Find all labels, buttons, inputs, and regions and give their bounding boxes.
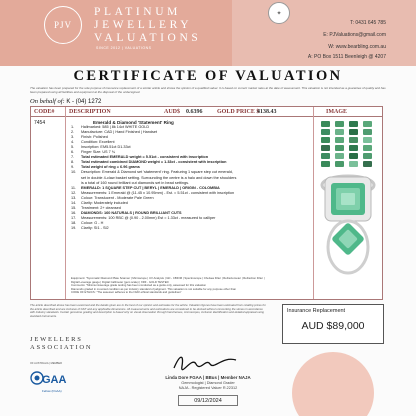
- item-text: Finish: Polished: [81, 135, 108, 140]
- valuation-date: 09/12/2024: [178, 395, 238, 406]
- gem-swatch: [335, 129, 344, 135]
- on-behalf-label: On behalf of:: [30, 98, 65, 105]
- footnote: Equipment: "Sycomatic Diamond Plate Scanner | Microscope | UV Analysis | GD - CBIOM | Spectroscope | Chelsea Filter | Refractometer | Refraction Filter | Digital Leverage gauge | Digital Callimeter (gem scale) | XRF - GOLD TESTED: [71, 276, 265, 284]
- gem-swatch: [349, 137, 358, 143]
- signature: [170, 352, 240, 372]
- certificate-title: CERTIFICATE OF VALUATION: [73, 68, 343, 84]
- item-number: 19.: [71, 225, 77, 230]
- item-number: 1.: [71, 125, 75, 130]
- gem-swatch: [321, 121, 330, 127]
- brand-line-2: JEWELLERY: [94, 19, 193, 31]
- gem-swatch: [321, 129, 330, 135]
- gem-swatch: [321, 145, 330, 151]
- item-text: Measurements: 1 Emerald @ (11.45 x 10.95mm) - Est. = 5.51ct - consistent with inscription: [81, 190, 235, 195]
- signatory-name: Linda Dore FGAA | BBus | Member NAJA: [165, 375, 251, 380]
- item-number: 16.: [71, 210, 77, 215]
- item-text: Condition: Excellent: [81, 140, 115, 145]
- gem-swatch: [363, 161, 372, 167]
- contact-email[interactable]: E: PJValuations@gmail.com: [323, 32, 386, 38]
- item-number: 9.: [71, 165, 75, 170]
- gem-swatch: [335, 121, 344, 127]
- gem-swatch: [321, 161, 330, 167]
- column-divider: [65, 107, 66, 299]
- item-number: 13.: [71, 195, 77, 200]
- brand-line-3: VALUATIONS: [94, 32, 202, 44]
- item-text: Clarity: SI1 - SI2: [81, 225, 109, 230]
- footnote: Comments: "Minimum/average grade testing has been conducted as a guide only, assessed for this valuation: [71, 283, 207, 288]
- item-number: 8.: [71, 160, 75, 165]
- item-text: Inscription: EM5.51ct D1.33ct: [81, 145, 131, 150]
- association-logo: [30, 336, 92, 352]
- gem-swatch: [349, 153, 358, 159]
- item-text: Treatment: 2+ cleansed: [81, 205, 121, 210]
- signatory-title-1: Gemmologist | Diamond Grader: [181, 381, 235, 385]
- item-number: 3.: [71, 135, 75, 140]
- gold-price-value: 4138.43: [257, 108, 277, 115]
- item-number: 11.: [71, 185, 76, 190]
- disclaimer: The article described above has been examined and the details given are to the best of our opinion and estimates for the article. Valuation figures have been estimated from retailing prices for the article described and are inclusive of GST and any applicable dimensions. All measurements and estimations are considered to be derived without unmounting the stones in accordance with industry standards. Certain gemstone grading and description is based only on visual observation through hand lenses, microscopes, inclusion identification and detailed appraisal using standard instruments.: [30, 303, 266, 318]
- aud-rate: 0.6396: [186, 108, 203, 115]
- header-description: DESCRIPTION: [69, 108, 111, 115]
- brand-logo: [44, 6, 82, 44]
- footnote: Diamonds graded in mounted condition as per industry standard of judgment. This valuation is not suitable for any purpose other than: [71, 286, 237, 291]
- item-number: 10.: [71, 170, 77, 175]
- gem-swatch: [363, 145, 372, 151]
- gaa-fellow: Fellow (FGAA): [42, 389, 62, 393]
- gem-swatch: [363, 137, 372, 143]
- item-text: Colour: Translucent - Moderate Pale Green: [81, 195, 154, 200]
- gem-swatch: [349, 161, 358, 167]
- item-text: Description: Emerald & Diamond set 'statement' ring. Featuring 1 square step cut emerald,: [81, 170, 233, 175]
- insurance-value: AUD $89,000: [301, 320, 365, 332]
- item-text: Clarity: Moderately included: [81, 200, 128, 205]
- item-text: Colour: G - H: [81, 220, 104, 225]
- gem-swatch: [335, 145, 344, 151]
- certificate-intro: The valuation has been prepared for the sole purpose of insurance replacement of a similar article and shows the opinion of a qualified valuer. It is based on current market rates at the date of assessment. This valuation is not intended as a guarantee of quality and has been prepared using all facilities and equipment at the disposal of the undersigned.: [30, 86, 386, 94]
- on-behalf-value: K - (04) 1272: [66, 99, 102, 105]
- gem-swatch: [321, 153, 330, 159]
- item-text: is a total of 160 round brilliant cut diamonds set in bead settings.: [81, 180, 190, 185]
- item-number: 7.: [71, 155, 75, 160]
- gem-swatch: [363, 129, 372, 135]
- item-text: Hallmarked: 585 | 8k 14ct WHITE GOLD: [81, 125, 150, 130]
- gem-swatch: [335, 153, 344, 159]
- contact-panel: [230, 6, 416, 66]
- contact-address: A: PO Box 1511 Beenleigh @ 4207: [307, 54, 386, 60]
- association-line-1: JEWELLERS: [30, 336, 83, 343]
- item-text: Measurements: 100 RBC @ (0.90 - 2.00mm) Est = 1.33ct - measured to calliper: [81, 215, 216, 220]
- item-number: 6.: [71, 150, 75, 155]
- item-text: Total estimated combined DIAMOND weight = 1.33ct - consistent with inscription: [81, 160, 227, 165]
- header-band: [0, 0, 416, 66]
- ring-photo: [317, 169, 379, 277]
- item-number: 15.: [71, 205, 77, 210]
- header-code: CODE#: [34, 108, 55, 115]
- gem-swatch: [335, 137, 344, 143]
- brand-monogram: PJV: [53, 20, 72, 30]
- header-gold-price: GOLD PRICE $: [217, 108, 260, 115]
- insurance-label: Insurance Replacement: [287, 308, 346, 314]
- item-text: Finger Size: US 7 ¾: [81, 150, 115, 155]
- gem-swatch: [335, 161, 344, 167]
- contact-website[interactable]: W: www.bearbling.com.au: [328, 44, 386, 50]
- item-text: Total weight of ring = 6.96 grams: [81, 165, 140, 170]
- item-number: 14.: [71, 200, 77, 205]
- gem-swatch: [321, 137, 330, 143]
- item-number: 4.: [71, 140, 75, 145]
- association-line-2: ASSOCIATION: [30, 344, 93, 351]
- valuation-table: [30, 106, 383, 300]
- gem-swatch: [363, 153, 372, 159]
- table-header: [31, 107, 382, 117]
- item-text: Manufacture: CAD | Hand Finished | Handset: [81, 130, 158, 135]
- item-number: 2.: [71, 130, 75, 135]
- association-sub: OF AUSTRALIA | MEMBER: [30, 362, 62, 365]
- footnote: CODE OF ETHICS: "The assessor adheres to the NIAV ethical standards and guidelines": [71, 290, 182, 295]
- gaa-wordmark: GAA: [42, 374, 67, 386]
- item-code: 7454: [34, 120, 46, 126]
- item-text: Total estimated EMERALD weight = 5.51ct - consistent with inscription: [81, 155, 209, 160]
- signatory-title-2: NAJA - Registered Valuer R.22312: [178, 386, 238, 390]
- footnotes: [71, 277, 271, 295]
- on-behalf-line: [30, 98, 101, 105]
- item-number: 12.: [71, 190, 77, 195]
- item-number: 5.: [71, 145, 75, 150]
- column-divider: [313, 107, 314, 299]
- item-number: 17.: [71, 215, 77, 220]
- gem-swatch: [363, 121, 372, 127]
- item-number: 18.: [71, 220, 77, 225]
- description-heading: Emerald & Diamond 'Statement' Ring: [93, 120, 174, 125]
- brand-tagline: SINCE 2012 | VALUATIONS: [96, 46, 152, 50]
- item-text: DIAMONDS: 160 NATURALS | ROUND BRILLIANT CUTS: [81, 210, 182, 215]
- item-list: [71, 120, 275, 231]
- header-aud: AUD$: [164, 108, 180, 115]
- decorative-disc: [292, 352, 374, 416]
- header-image: IMAGE: [326, 108, 347, 115]
- contact-phone[interactable]: T: 0431 645 785: [350, 20, 386, 26]
- item-text: set in double 4-claw basket setting. Surrounding the centre is a halo and down the shoulders: [81, 175, 237, 180]
- item-text: EMERALD: 1 SQUARE STEP CUT | BERYL | EMERALD | ORIGIN - COLOMBIA: [81, 185, 220, 190]
- insurance-box: [282, 304, 384, 344]
- item-row: [71, 226, 275, 231]
- gem-swatch: [349, 129, 358, 135]
- gem-swatch: [349, 145, 358, 151]
- seal-icon: ✦: [268, 2, 290, 24]
- brand-line-1: PLATINUM: [94, 6, 181, 18]
- gem-swatch: [349, 121, 358, 127]
